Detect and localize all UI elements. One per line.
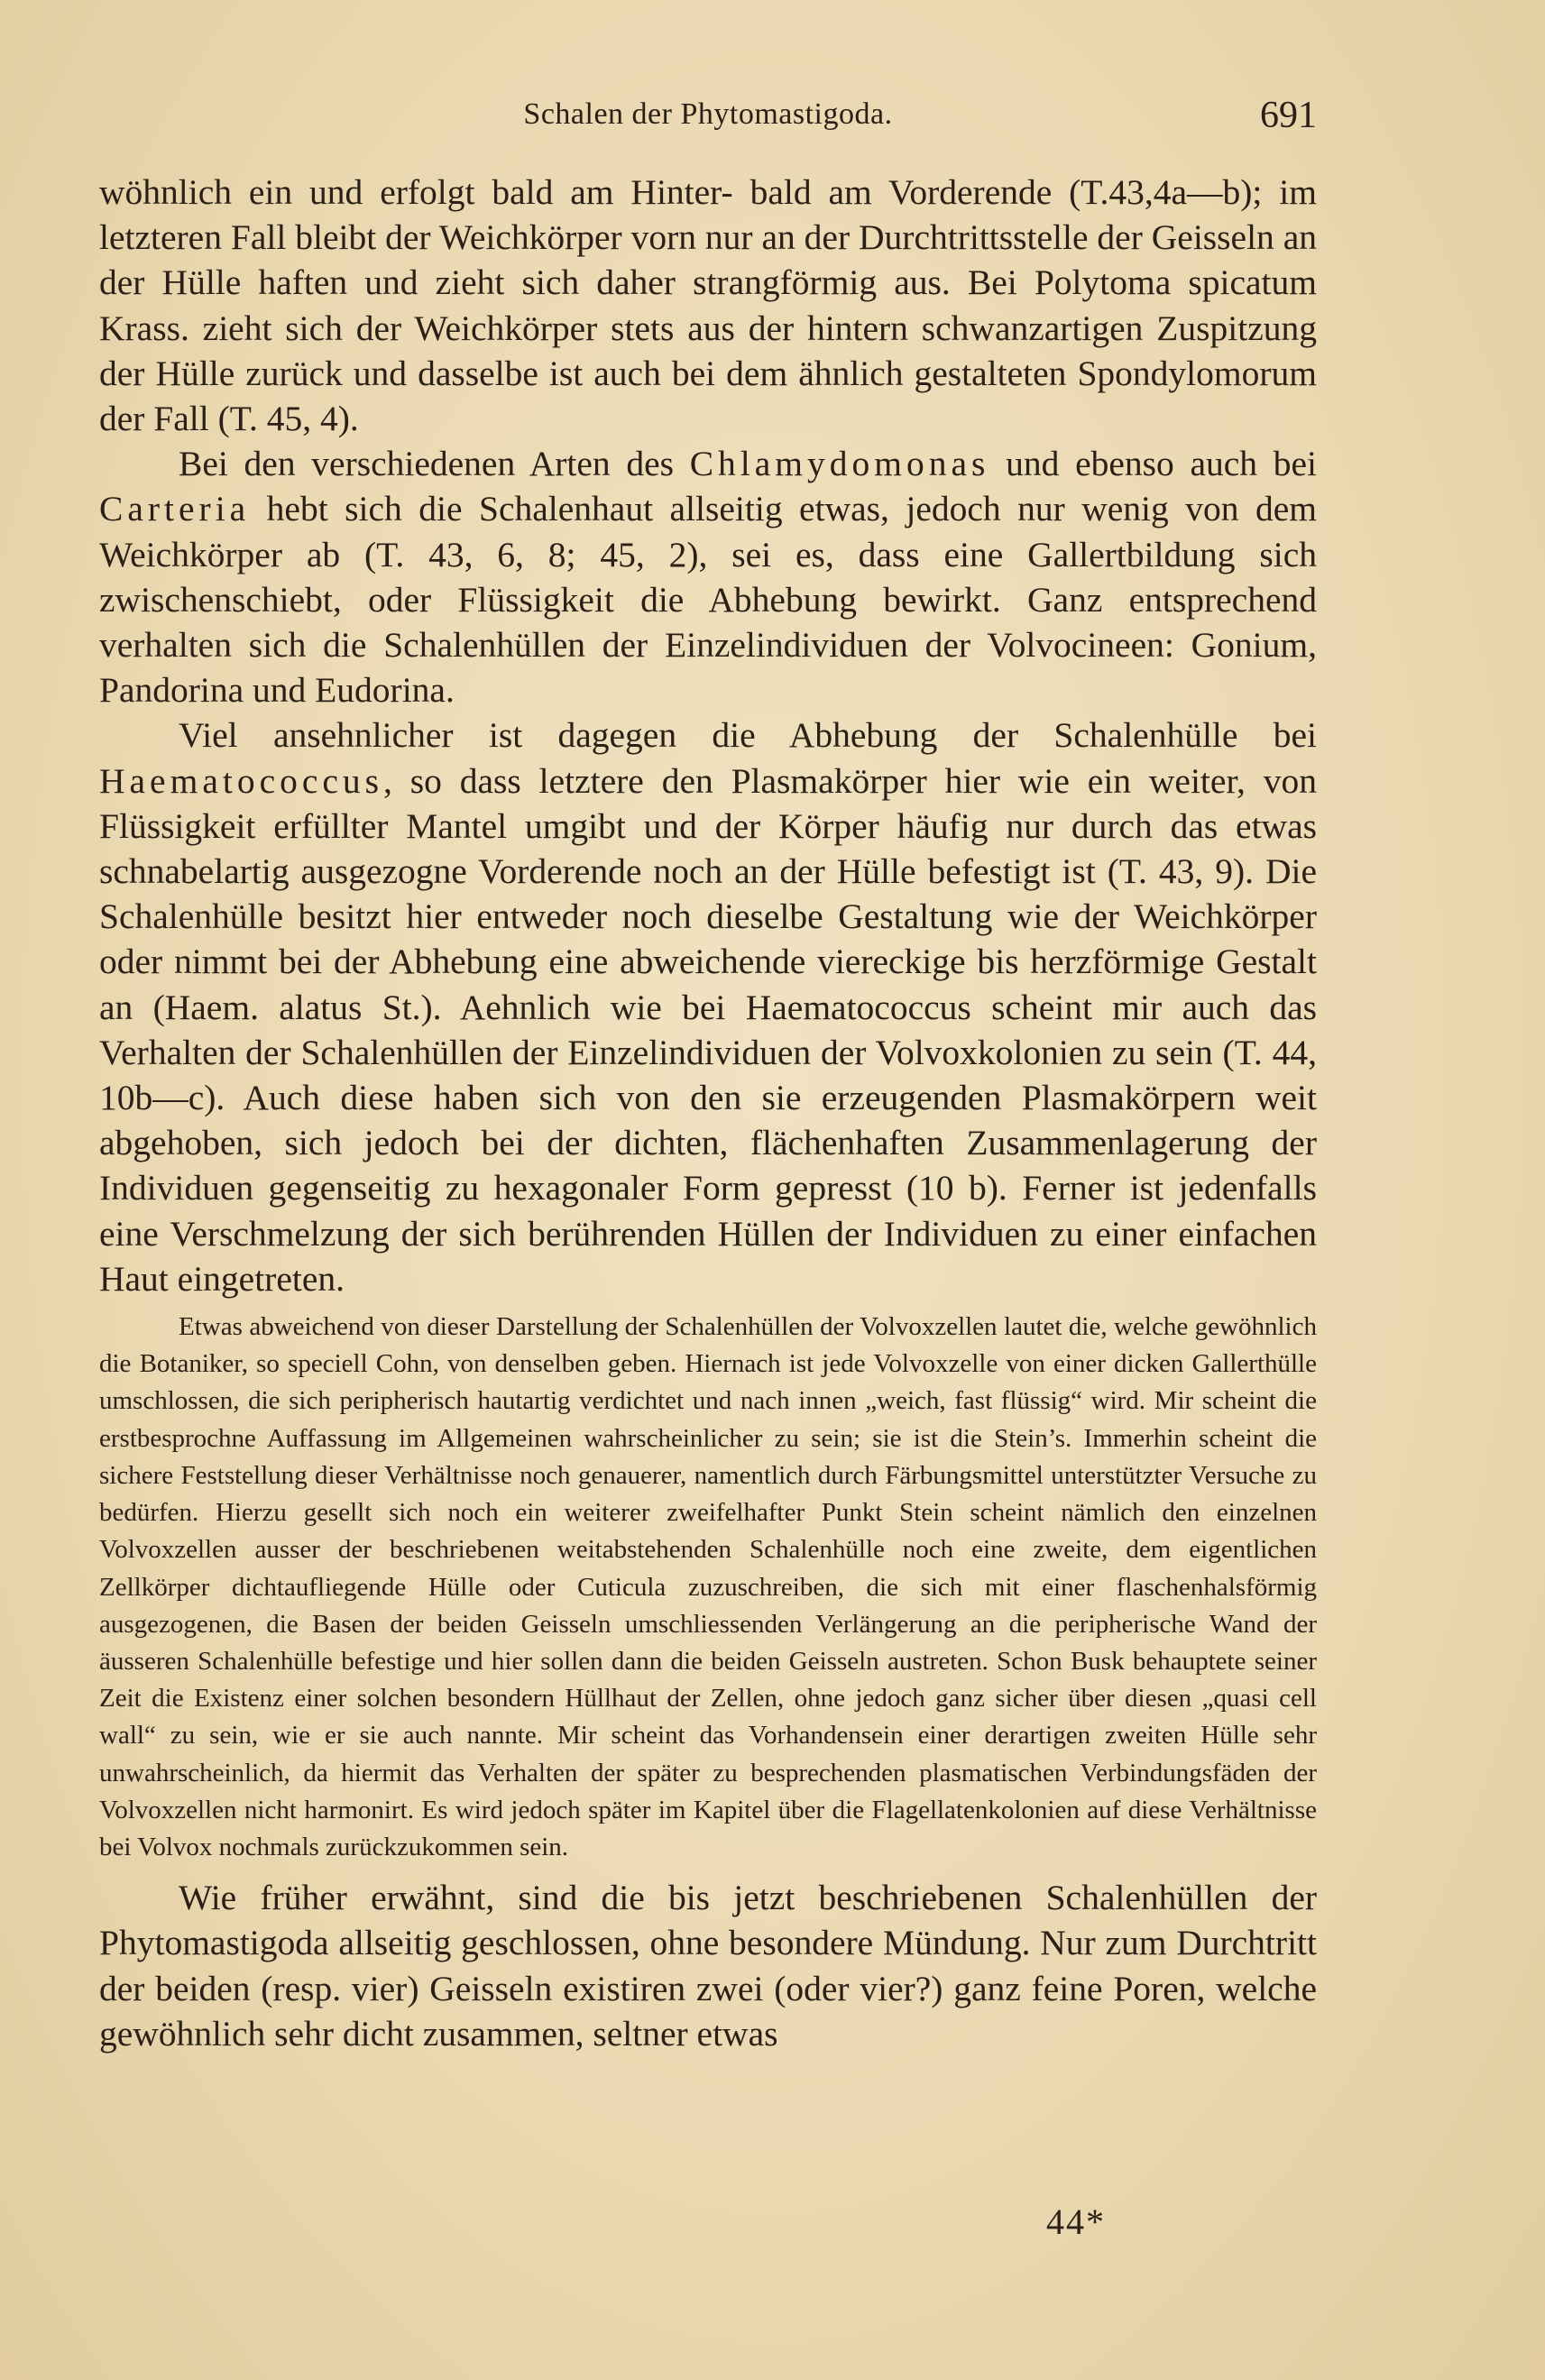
page-number: 691 xyxy=(1260,95,1317,136)
paragraph-text: hebt sich die Schalenhaut allseitig etwas, jedoch nur wenig von dem Weichkörper ab (T. 43, 6, 8; 45, 2), sei es, dass eine Gallertbildung sich zwischenschiebt, oder Flüssigkeit die Abhebung bewirkt. Ganz entsprechend verhalten sich die Schalenhüllen der Einzelindividuen der Volvocineen: Gonium, Pandorina und Eudorina. xyxy=(99,489,1317,711)
paragraph-haematococcus xyxy=(99,712,1317,1301)
paragraph-pores: Wie früher erwähnt, sind die bis jetzt beschriebenen Schalenhüllen der Phytomastigoda allseitig geschlossen, ohne besondere Mündung. Nur zum Durchtritt der beiden (resp. vier) Geisseln existiren zwei (oder vier?) ganz feine Poren, welche gewöhnlich sehr dicht zusammen, seltner etwas xyxy=(99,1878,1317,2054)
paragraph-text: und ebenso auch bei xyxy=(989,444,1317,484)
small-print-note: Etwas abweichend von dieser Darstellung der Schalenhüllen der Volvoxzellen lautet die, welche gewöhnlich die Botaniker, so speciell Cohn, von denselben geben. Hiernach ist jede Volvoxzelle von einer dicken Gallerthülle umschlossen, die sich peripherisch hautartig verdichtet und nach innen „weich, fast flüssig“ wird. Mir scheint die erstbesprochne Auffassung im Allgemeinen wahrscheinlicher zu sein; sie ist die Stein’s. Immerhin scheint die sichere Feststellung dieser Verhältnisse noch genauerer, namentlich durch Färbungsmittel unterstützter Versuche zu bedürfen. Hierzu gesellt sich noch ein weiterer zweifelhafter Punkt Stein scheint nämlich den einzelnen Volvoxzellen ausser der beschriebenen weitabstehenden Schalenhülle noch eine zweite, dem eigentlichen Zellkörper dichtaufliegende Hülle oder Cuticula zuzuschreiben, die sich mit einer flaschenhalsförmig ausgezogenen, die Basen der beiden Geisseln umschliessenden Verlängerung an die peripherische Wand der äusseren Schalenhülle befestige und hier sollen dann die beiden Geisseln austreten. Schon Busk behauptete seiner Zeit die Existenz einer solchen besondern Hüllhaut der Zellen, ohne jedoch ganz sicher über diesen „quasi cell wall“ zu sein, wie er sie auch nannte. Mir scheint das Vorhandensein einer derartigen zweiten Hülle sehr unwahrscheinlich, da hiermit das Verhalten der später zu besprechenden plasmatischen Verbindungsfäden der Volvoxzellen nicht harmonirt. Es wird jedoch später im Kapitel über die Flagellatenkolonien auf diese Verhältnisse bei Volvox nochmals zurückzukommen sein. xyxy=(99,1312,1317,1861)
paragraph-text: Viel ansehnlicher ist dagegen die Abhebung der Schalenhülle bei xyxy=(179,715,1317,756)
genus-name: Haematococcus xyxy=(99,760,384,801)
printer-signature: 44* xyxy=(1046,2201,1106,2242)
body-text xyxy=(99,170,1317,2056)
running-title: Schalen der Phytomastigoda. xyxy=(523,97,893,131)
paragraph-continuation: wöhnlich ein und erfolgt bald am Hinter- bald am Vorderende (T.43,4a—b); im letzteren Fall bleibt der Weichkörper vorn nur an der Durchtrittsstelle der Geisseln an der Hülle haften und zieht sich daher strangförmig aus. Bei Polytoma spicatum Krass. zieht sich der Weichkörper stets aus der hintern schwanzartigen Zuspitzung der Hülle zurück und dasselbe ist auch bei dem ähnlich gestalteten Spondylomorum der Fall (T. 45, 4). xyxy=(99,172,1317,439)
genus-name: Chlamydomonas xyxy=(689,444,990,484)
genus-name: Carteria xyxy=(99,489,251,529)
paragraph-text: Bei den verschiedenen Arten des xyxy=(179,444,690,484)
running-head xyxy=(99,97,1317,152)
paragraph-chlamydomonas xyxy=(99,441,1317,712)
paragraph-text: , so dass letztere den Plasmakörper hier wie ein weiter, von Flüssigkeit erfüllter Mantel umgibt und der Körper häufig nur durch das etwas schnabelartig ausgezogne Vorderende noch an der Hülle befestigt ist (T. 43, 9). Die Schalenhülle besitzt hier entweder noch dieselbe Gestaltung wie der Weichkörper oder nimmt bei der Abhebung eine abweichende viereckige bis herzförmige Gestalt an (Haem. alatus St.). Aehnlich wie bei Haematococcus scheint mir auch das Verhalten der Schalenhüllen der Einzelindividuen der Volvoxkolonien zu sein (T. 44, 10b—c). Auch diese haben sich von den sie erzeugenden Plasmakörpern weit abgehoben, sich jedoch bei der dichten, flächenhaften Zusammenlagerung der Individuen gegenseitig zu hexagonaler Form gepresst (10 b). Ferner ist jedenfalls eine Verschmelzung der sich berührenden Hüllen der Individuen zu einer einfachen Haut eingetreten. xyxy=(99,760,1317,1299)
